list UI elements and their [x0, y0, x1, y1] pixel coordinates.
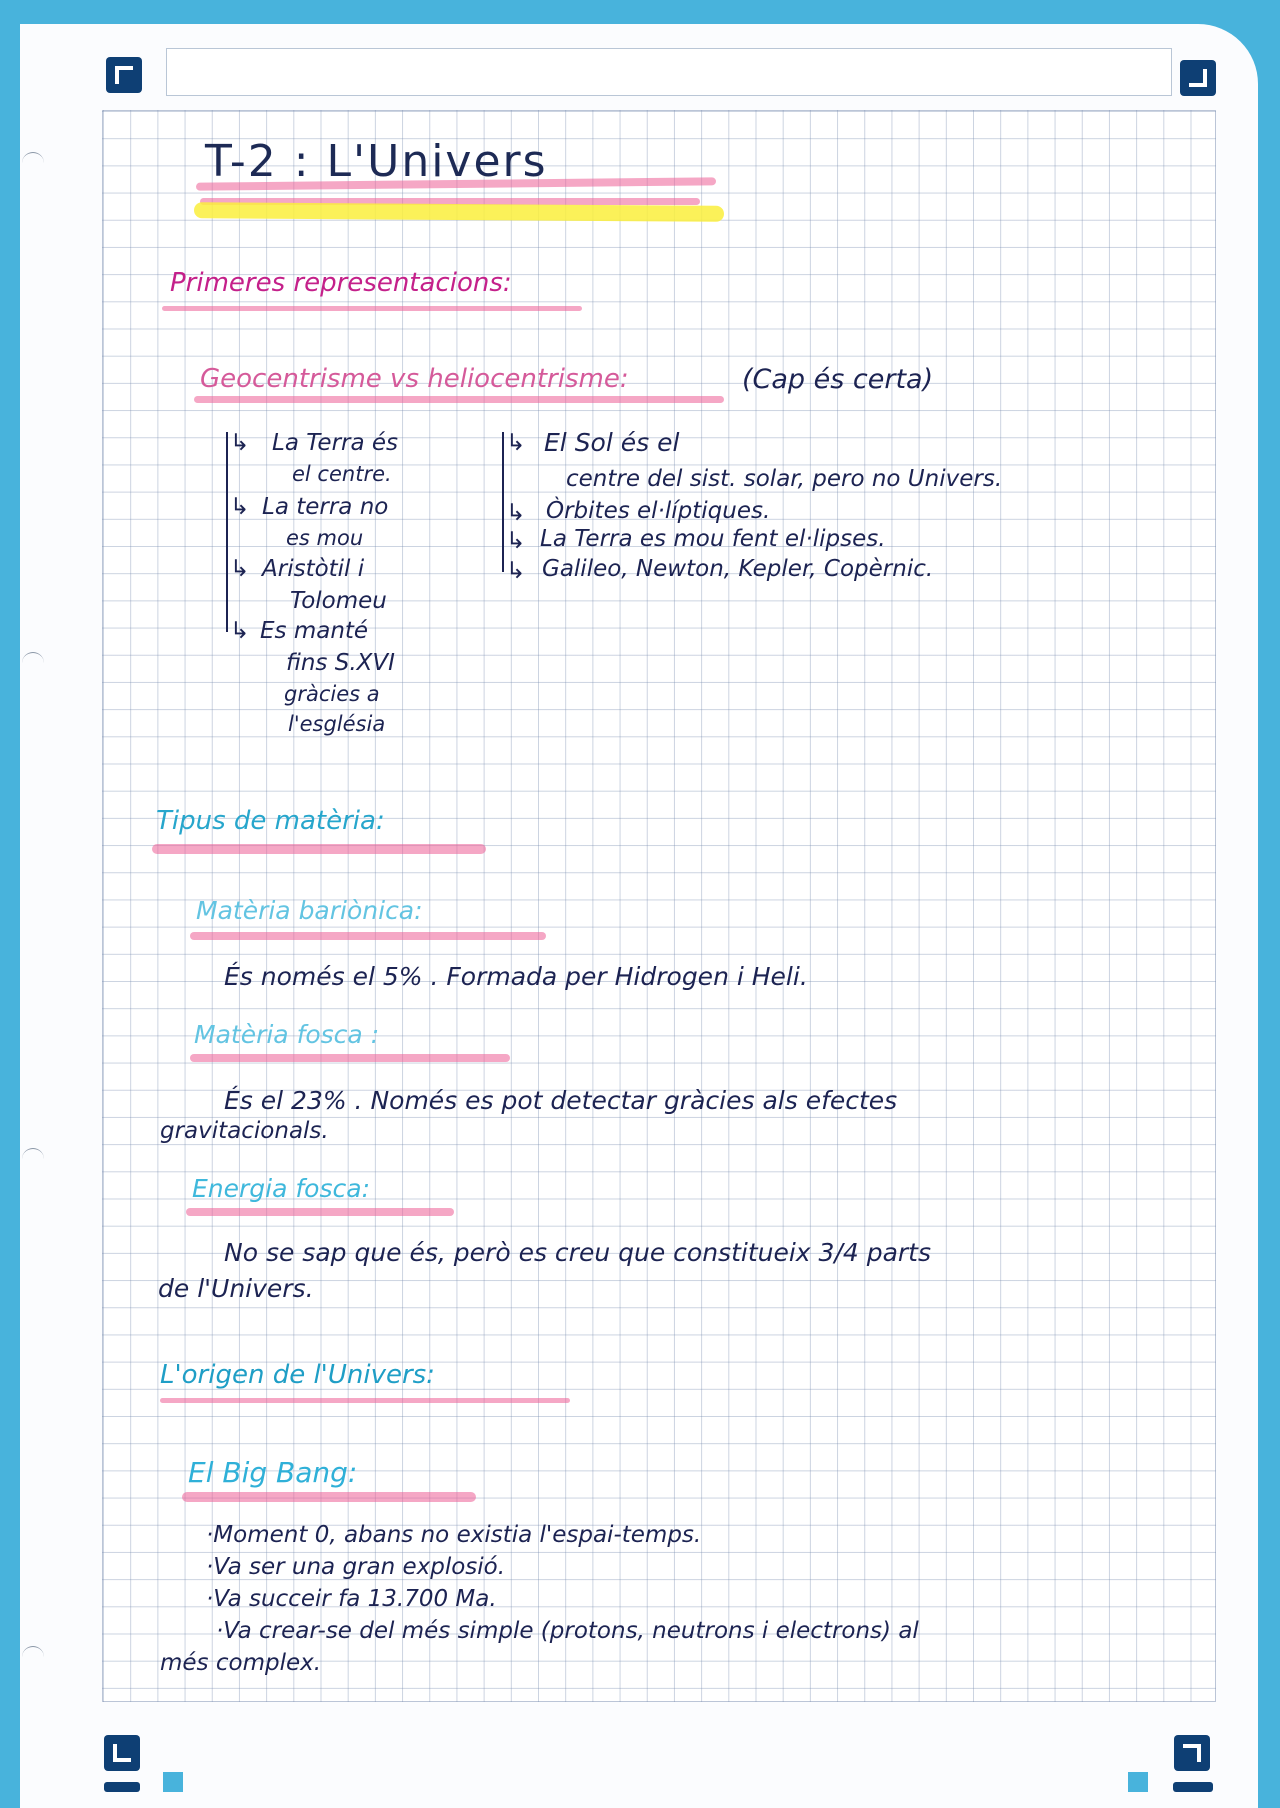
corner-mark-top-right-icon [1180, 60, 1216, 96]
corner-bar-bottom-left-icon [104, 1782, 140, 1792]
subheading-highlight [186, 1208, 454, 1216]
scan-square-left-icon [163, 1772, 183, 1792]
list-item: ·Va ser una gran explosió. [206, 1554, 506, 1580]
list-arrow-icon: ↳ [230, 618, 250, 644]
heading-highlight [160, 1398, 570, 1403]
subheading-highlight [190, 932, 546, 940]
subheading-highlight [182, 1492, 476, 1502]
list-item: fins S.XVI [286, 650, 395, 676]
list-arrow-icon: ↳ [506, 528, 526, 554]
subheading-geo-helio: Geocentrisme vs heliocentrisme: [200, 364, 629, 394]
dark-matter-text: És el 23% . Només es pot detectar gràcies als efectes [224, 1086, 898, 1115]
note-none-correct: (Cap és certa) [742, 364, 934, 395]
list-item: el centre. [292, 462, 392, 486]
list-arrow-icon: ↳ [230, 430, 250, 456]
list-item: La Terra és [272, 430, 399, 456]
section-heading-origin: L'origen de l'Univers: [160, 1360, 435, 1390]
list-item: gràcies a [284, 682, 380, 706]
list-item: ·Moment 0, abans no existia l'espai-temps. [206, 1522, 702, 1548]
list-item: es mou [286, 526, 364, 550]
subheading-baryonic: Matèria bariònica: [196, 896, 423, 925]
list-item: Tolomeu [290, 588, 387, 614]
list-item: Galileo, Newton, Kepler, Copèrnic. [542, 556, 934, 582]
corner-mark-bottom-left-icon [104, 1735, 140, 1771]
list-item: centre del sist. solar, pero no Univers. [566, 466, 1003, 492]
list-item: Aristòtil i [262, 556, 365, 582]
list-arrow-icon: ↳ [230, 556, 250, 582]
section-heading-matter: Tipus de matèria: [156, 806, 385, 836]
corner-mark-bottom-right-icon [1174, 1735, 1210, 1771]
subheading-big-bang: El Big Bang: [188, 1456, 358, 1489]
list-item: Es manté [260, 618, 369, 644]
list-arrow-icon: ↳ [506, 430, 526, 456]
header-box [166, 48, 1172, 96]
subheading-highlight [194, 396, 724, 403]
corner-bar-bottom-right-icon [1173, 1782, 1213, 1792]
list-arrow-icon: ↳ [506, 558, 526, 584]
subheading-dark-matter: Matèria fosca : [194, 1020, 380, 1049]
list-item: ·Va succeir fa 13.700 Ma. [206, 1586, 497, 1612]
scan-square-right-icon [1128, 1772, 1148, 1792]
geocentrism-bracket [226, 432, 228, 632]
list-item: ·Va crear-se del més simple (protons, neutrons i electrons) al [216, 1618, 919, 1644]
subheading-dark-energy: Energia fosca: [192, 1174, 370, 1203]
baryonic-text: És només el 5% . Formada per Hidrogen i Heli. [224, 962, 808, 991]
corner-mark-top-left-icon [106, 57, 142, 93]
page-title: T-2 : L'Univers [205, 136, 548, 187]
heliocentrism-bracket [502, 432, 504, 572]
list-item-continuation: més complex. [160, 1650, 322, 1676]
list-item: La terra no [262, 494, 389, 520]
heading-highlight [152, 844, 486, 854]
heading-highlight [162, 306, 582, 311]
list-arrow-icon: ↳ [506, 500, 526, 526]
list-item: l'església [288, 712, 386, 736]
list-item: Òrbites el·líptiques. [546, 498, 771, 524]
dark-matter-text: gravitacionals. [160, 1118, 329, 1144]
list-item: La Terra es mou fent el·lipses. [540, 526, 886, 552]
section-heading-representations: Primeres representacions: [170, 268, 512, 298]
list-arrow-icon: ↳ [230, 494, 250, 520]
subheading-highlight [190, 1054, 510, 1062]
dark-energy-text: No se sap que és, però es creu que constitueix 3/4 parts [224, 1238, 932, 1267]
list-item: El Sol és el [544, 428, 680, 457]
dark-energy-text: de l'Univers. [158, 1274, 314, 1303]
